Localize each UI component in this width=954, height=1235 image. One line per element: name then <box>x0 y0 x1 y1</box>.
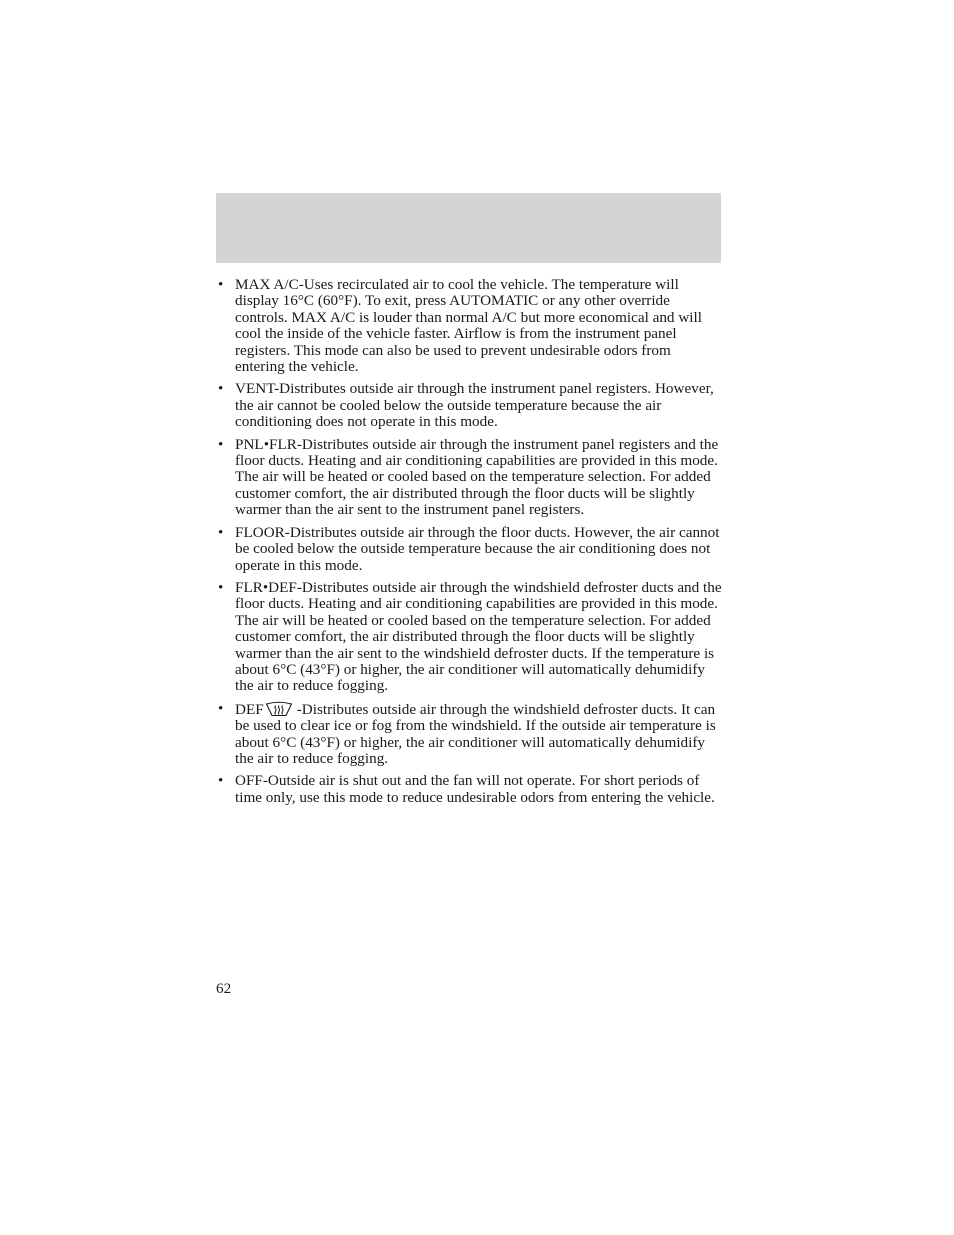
item-text: OFF-Outside air is shut out and the fan will not operate. For short periods of time only, use this mode to reduce undesirable odors from entering the vehicle. <box>235 772 715 806</box>
page-number: 62 <box>216 980 232 997</box>
bullet-icon: • <box>218 380 224 398</box>
list-item-flr-def <box>216 580 722 695</box>
bullet-icon: • <box>218 699 224 717</box>
bullet-icon: • <box>218 435 224 453</box>
item-text: -Distributes outside air through the windshield defroster ducts. It can be used to clear ice or fog from the windshield. If the outside air temperature is about 6°C (43°F) or higher, the air conditioner will automatically dehumidify the air to reduce fogging. <box>235 700 716 767</box>
list-item-floor <box>216 525 722 574</box>
list-item-off <box>216 773 722 806</box>
bullet-icon: • <box>218 523 224 541</box>
list-item-def <box>216 701 722 768</box>
windshield-defrost-icon <box>265 701 293 717</box>
list-item-max-ac <box>216 277 722 375</box>
item-text: VENT-Distributes outside air through the instrument panel registers. However, the air cannot be cooled below the outside temperature because the air conditioning does not operate in this mode. <box>235 380 714 431</box>
list-item-vent <box>216 381 722 430</box>
bullet-icon: • <box>218 772 224 790</box>
list-item-pnl-flr <box>216 437 722 519</box>
climate-mode-list <box>216 277 722 806</box>
item-text: FLR•DEF-Distributes outside air through the windshield defroster ducts and the floor ducts. Heating and air conditioning capabilities are provided in this mode. The air will be heated or cooled based on the temperature selection. For added customer comfort, the air distributed through the floor ducts will be slightly warmer than the air sent to the windshield defroster ducts. If the temperature is about 6°C (43°F) or higher, the air conditioner will automatically dehumidify the air to reduce fogging. <box>235 578 722 695</box>
item-text: FLOOR-Distributes outside air through the floor ducts. However, the air cannot be cooled below the outside temperature because the air conditioning does not operate in this mode. <box>235 523 720 574</box>
header-band <box>216 193 721 263</box>
content-body <box>216 277 722 812</box>
item-text: PNL•FLR-Distributes outside air through the instrument panel registers and the floor ducts. Heating and air conditioning capabilities are provided in this mode. The air will be heated or cooled based on the temperature selection. For added customer comfort, the air distributed through the floor ducts will be slightly warmer than the air sent to the instrument panel registers. <box>235 435 719 519</box>
item-text: MAX A/C-Uses recirculated air to cool the vehicle. The temperature will display 16°C (60°F). To exit, press AUTOMATIC or any other override controls. MAX A/C is louder than normal A/C but more economical and will cool the inside of the vehicle faster. Airflow is from the instrument panel registers. This mode can also be used to prevent undesirable odors from entering the vehicle. <box>235 276 702 376</box>
bullet-icon: • <box>218 578 224 596</box>
bullet-icon: • <box>218 276 224 293</box>
item-label: DEF <box>235 700 264 718</box>
